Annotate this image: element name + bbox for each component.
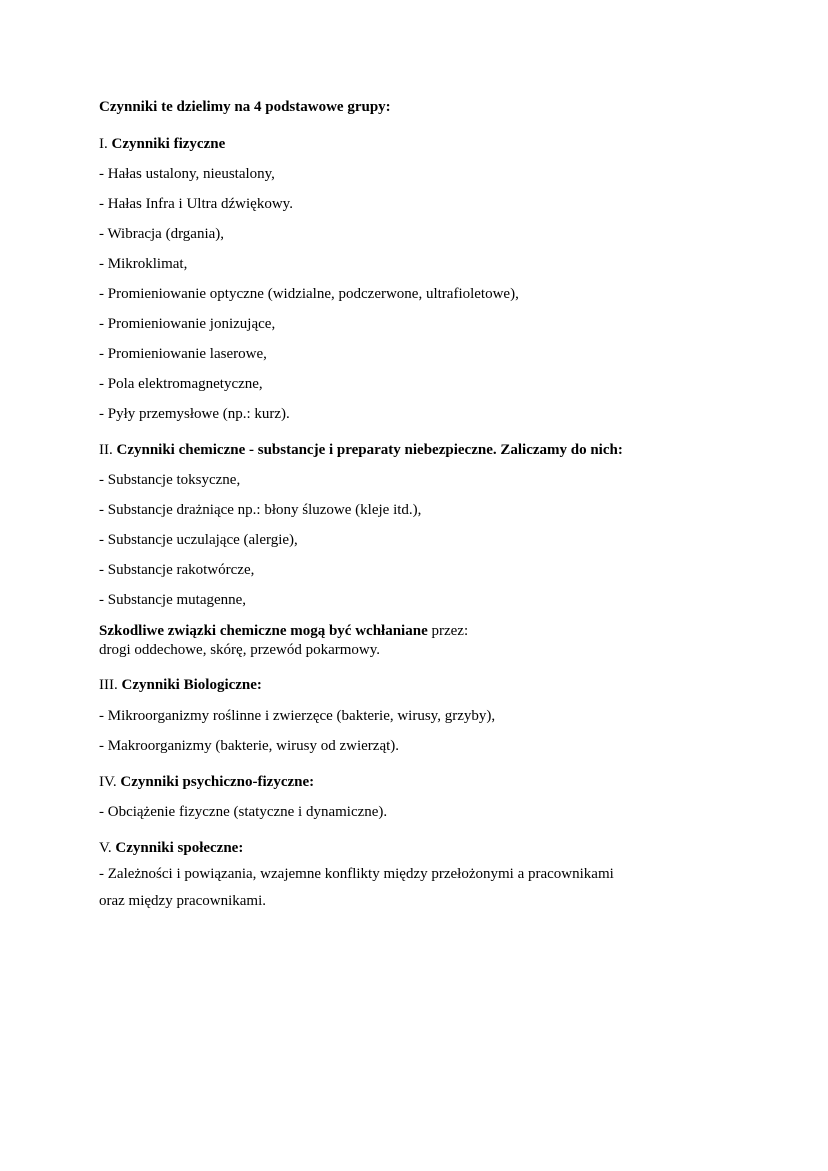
list-item: - Substancje uczulające (alergie), [99, 532, 298, 548]
list-item: - Promieniowanie jonizujące, [99, 316, 276, 332]
list-item-continuation: oraz między pracownikami. [99, 893, 267, 909]
section-numeral: II. [99, 442, 113, 458]
section-title: Czynniki społeczne: [115, 840, 244, 856]
absorption-note [99, 621, 468, 641]
section-heading-psychophysical [99, 772, 314, 792]
section-title: Czynniki fizyczne [111, 136, 226, 152]
list-item: - Substancje drażniące np.: błony śluzowe (kleje itd.), [99, 502, 422, 518]
list-item: - Mikroklimat, [99, 256, 188, 272]
list-item: - Hałas ustalony, nieustalony, [99, 166, 275, 182]
section-title: Czynniki chemiczne - substancje i preparaty niebezpieczne. Zaliczamy do nich: [116, 442, 623, 458]
list-item: - Pyły przemysłowe (np.: kurz). [99, 406, 290, 422]
section-numeral: I. [99, 136, 108, 152]
section-heading-chemical [99, 440, 623, 460]
section-numeral: V. [99, 840, 112, 856]
section-title: Czynniki Biologiczne: [121, 677, 262, 693]
section-heading-biological [99, 675, 262, 695]
section-heading-physical [99, 134, 225, 154]
section-numeral: IV. [99, 774, 117, 790]
section-numeral: III. [99, 677, 118, 693]
list-item: - Zależności i powiązania, wzajemne konflikty między przełożonymi a pracownikami [99, 866, 614, 882]
list-item: - Substancje rakotwórcze, [99, 562, 255, 578]
intro-heading: Czynniki te dzielimy na 4 podstawowe grupy: [99, 99, 391, 115]
list-item: - Substancje mutagenne, [99, 592, 247, 608]
absorption-note-rest: przez: [427, 623, 469, 639]
list-item: - Wibracja (drgania), [99, 226, 225, 242]
absorption-note-bold: Szkodliwe związki chemiczne mogą być wchłaniane [99, 623, 428, 639]
list-item: - Substancje toksyczne, [99, 472, 241, 488]
list-item: - Makroorganizmy (bakterie, wirusy od zwierząt). [99, 738, 400, 754]
list-item: - Promieniowanie optyczne (widzialne, podczerwone, ultrafioletowe), [99, 286, 519, 302]
list-item: - Obciążenie fizyczne (statyczne i dynamiczne). [99, 804, 388, 820]
list-item: - Promieniowanie laserowe, [99, 346, 267, 362]
list-item: - Mikroorganizmy roślinne i zwierzęce (bakterie, wirusy, grzyby), [99, 708, 496, 724]
section-heading-social [99, 838, 243, 858]
list-item: - Pola elektromagnetyczne, [99, 376, 263, 392]
list-item: - Hałas Infra i Ultra dźwiękowy. [99, 196, 293, 212]
section-title: Czynniki psychiczno-fizyczne: [120, 774, 315, 790]
absorption-routes: drogi oddechowe, skórę, przewód pokarmowy. [99, 642, 381, 658]
